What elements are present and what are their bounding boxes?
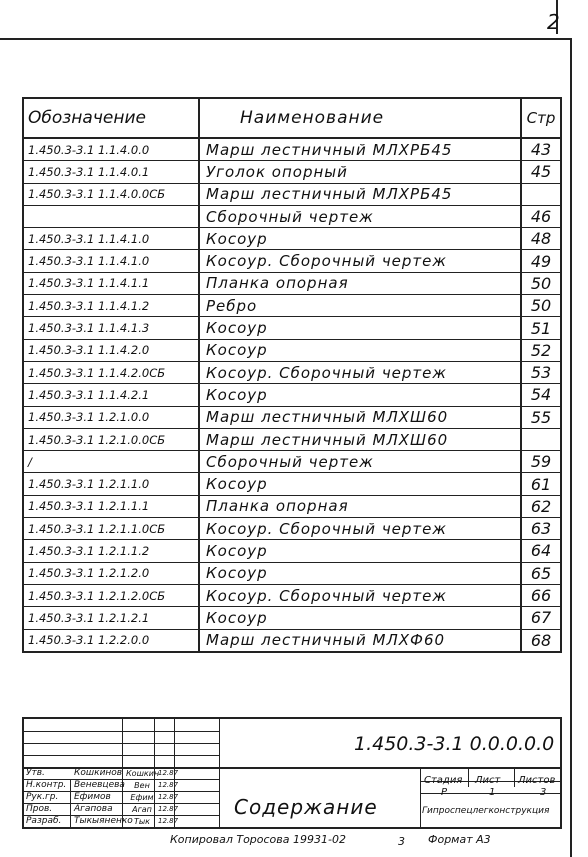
row-page: 54	[530, 385, 552, 405]
row-page: 51	[530, 318, 552, 338]
sheets-value: 3	[540, 787, 547, 798]
row-page: 49	[530, 251, 552, 271]
signature-date: 12.87	[158, 781, 179, 789]
signature-role: Пров.	[26, 804, 53, 814]
row-name: Косоур	[200, 317, 522, 338]
table-row	[24, 273, 560, 295]
row-designation: 1.450.3-3.1 1.1.4.2.1	[24, 384, 200, 405]
row-designation: 1.450.3-3.1 1.1.4.1.0	[24, 250, 200, 271]
row-name: Сборочный чертеж	[200, 206, 522, 227]
row-page	[522, 429, 560, 450]
row-designation: 1.450.3-3.1 1.2.2.0.0	[24, 630, 200, 651]
row-page: 50	[530, 273, 552, 293]
table-row	[24, 362, 560, 384]
signature-role: Н.контр.	[26, 780, 67, 790]
frame-right-line	[570, 38, 572, 857]
row-page: 59	[530, 452, 552, 472]
row-page: 66	[530, 586, 552, 606]
signature-role: Утв.	[26, 768, 45, 778]
row-designation: 1.450.3-3.1 1.2.1.2.0СБ	[24, 585, 200, 606]
row-designation: 1.450.3-3.1 1.1.4.1.2	[24, 295, 200, 316]
contents-table	[22, 97, 562, 653]
signature-row	[24, 815, 219, 827]
contents-header-row	[24, 99, 560, 139]
footer-format: Формат А3	[428, 833, 491, 846]
row-designation: 1.450.3-3.1 1.2.1.0.0СБ	[24, 429, 200, 450]
row-name: Косоур	[200, 563, 522, 584]
row-name: Марш лестничный МЛХШ60	[200, 407, 522, 428]
header-designation: Обозначение	[24, 99, 200, 137]
signature-name: Ефимов	[74, 792, 111, 802]
signature-row	[24, 791, 219, 803]
table-row	[24, 139, 560, 161]
stage-label: Стадия	[424, 775, 463, 786]
signature-date: 12.87	[158, 793, 179, 801]
signature-date: 12.87	[158, 817, 179, 825]
row-page: 64	[530, 541, 552, 561]
sheet-value: 1	[489, 787, 496, 798]
title-block	[22, 717, 562, 829]
signature-role: Рук.гр.	[26, 792, 59, 802]
row-designation: 1.450.3-3.1 1.1.4.0.0	[24, 139, 200, 160]
row-designation: /	[24, 451, 200, 472]
table-row	[24, 317, 560, 339]
row-designation: 1.450.3-3.1 1.1.4.1.0	[24, 228, 200, 249]
row-designation: 1.450.3-3.1 1.1.4.1.3	[24, 317, 200, 338]
signature-row	[24, 803, 219, 815]
row-name: Косоур	[200, 540, 522, 561]
table-row	[24, 295, 560, 317]
table-row	[24, 518, 560, 540]
table-row	[24, 607, 560, 629]
row-page: 46	[530, 207, 552, 227]
row-page	[522, 184, 560, 205]
row-name: Ребро	[200, 295, 522, 316]
row-designation: 1.450.3-3.1 1.2.1.1.2	[24, 540, 200, 561]
signature-date: 12.87	[158, 805, 179, 813]
row-designation: 1.450.3-3.1 1.2.1.2.0	[24, 563, 200, 584]
organization: Гипроспецлегконструкция	[422, 806, 550, 816]
signature-mark: Тык	[133, 816, 151, 826]
signature-name: Веневцева	[74, 780, 125, 790]
row-name: Марш лестничный МЛХФ60	[200, 630, 522, 651]
signature-mark: Вен	[134, 780, 150, 790]
row-page: 45	[530, 162, 552, 182]
row-name: Марш лестничный МЛХШ60	[200, 429, 522, 450]
row-name: Сборочный чертеж	[200, 451, 522, 472]
footer-copied: Копировал Торосова 19931-02	[170, 833, 346, 846]
doc-code: 1.450.3-3.1 0.0.0.0.0	[354, 733, 555, 755]
signature-mark: Агап	[132, 804, 152, 814]
row-name: Косоур	[200, 384, 522, 405]
row-page: 50	[530, 296, 552, 316]
header-page: Стр	[526, 109, 556, 127]
row-page: 61	[530, 474, 552, 494]
signature-name: Тыкыяненко	[74, 816, 133, 826]
row-page: 63	[530, 519, 552, 539]
table-row	[24, 184, 560, 206]
row-name: Косоур	[200, 607, 522, 628]
signature-date: 12.87	[158, 769, 179, 777]
row-name: Косоур. Сборочный чертеж	[200, 585, 522, 606]
row-name: Косоур. Сборочный чертеж	[200, 250, 522, 271]
signature-row	[24, 779, 219, 791]
row-designation: 1.450.3-3.1 1.1.4.2.0	[24, 340, 200, 361]
signature-role: Разраб.	[26, 816, 62, 826]
row-page: 68	[530, 630, 552, 650]
row-designation: 1.450.3-3.1 1.1.4.0.0СБ	[24, 184, 200, 205]
table-row	[24, 496, 560, 518]
frame-top-line	[0, 38, 570, 40]
table-row	[24, 451, 560, 473]
footer-page: 3	[398, 835, 405, 848]
table-row	[24, 228, 560, 250]
row-page: 65	[530, 563, 552, 583]
table-row	[24, 429, 560, 451]
row-designation: 1.450.3-3.1 1.2.1.0.0	[24, 407, 200, 428]
table-row	[24, 585, 560, 607]
row-name: Марш лестничный МЛХРБ45	[200, 184, 522, 205]
row-name: Уголок опорный	[200, 161, 522, 182]
stage-value: Р	[441, 787, 448, 798]
row-page: 67	[530, 608, 552, 628]
table-row	[24, 206, 560, 228]
signature-mark: Кошкин	[126, 768, 160, 778]
signature-name: Кошкинов	[74, 768, 123, 778]
row-designation: 1.450.3-3.1 1.2.1.1.0СБ	[24, 518, 200, 539]
row-name: Косоур	[200, 228, 522, 249]
row-name: Марш лестничный МЛХРБ45	[200, 139, 522, 160]
header-name: Наименование	[200, 99, 522, 137]
sheets-label: Листов	[518, 775, 556, 786]
table-row	[24, 384, 560, 406]
row-designation: 1.450.3-3.1 1.2.1.1.1	[24, 496, 200, 517]
sheet-label: Лист	[475, 775, 501, 786]
corner-page-number: 2	[547, 10, 560, 34]
row-name: Косоур	[200, 473, 522, 494]
row-name: Косоур	[200, 340, 522, 361]
table-row	[24, 340, 560, 362]
signature-name: Агапова	[74, 804, 113, 814]
table-row	[24, 407, 560, 429]
row-page: 62	[530, 496, 552, 516]
row-designation: 1.450.3-3.1 1.1.4.0.1	[24, 161, 200, 182]
table-row	[24, 540, 560, 562]
doc-title: Содержание	[234, 795, 378, 819]
row-designation: 1.450.3-3.1 1.1.4.2.0СБ	[24, 362, 200, 383]
row-page: 43	[530, 140, 552, 160]
footer	[170, 833, 491, 848]
row-page: 55	[530, 407, 552, 427]
row-page: 53	[530, 363, 552, 383]
row-designation: 1.450.3-3.1 1.1.4.1.1	[24, 273, 200, 294]
signature-row	[24, 767, 219, 779]
row-name: Косоур. Сборочный чертеж	[200, 518, 522, 539]
row-designation	[24, 206, 200, 227]
row-name: Планка опорная	[200, 273, 522, 294]
table-row	[24, 630, 560, 651]
table-row	[24, 563, 560, 585]
row-designation: 1.450.3-3.1 1.2.1.1.0	[24, 473, 200, 494]
row-name: Планка опорная	[200, 496, 522, 517]
row-designation: 1.450.3-3.1 1.2.1.2.1	[24, 607, 200, 628]
table-row	[24, 161, 560, 183]
table-row	[24, 250, 560, 272]
row-page: 48	[530, 229, 552, 249]
row-name: Косоур. Сборочный чертеж	[200, 362, 522, 383]
row-page: 52	[530, 340, 552, 360]
table-row	[24, 473, 560, 495]
signature-mark: Ефим	[130, 792, 154, 802]
